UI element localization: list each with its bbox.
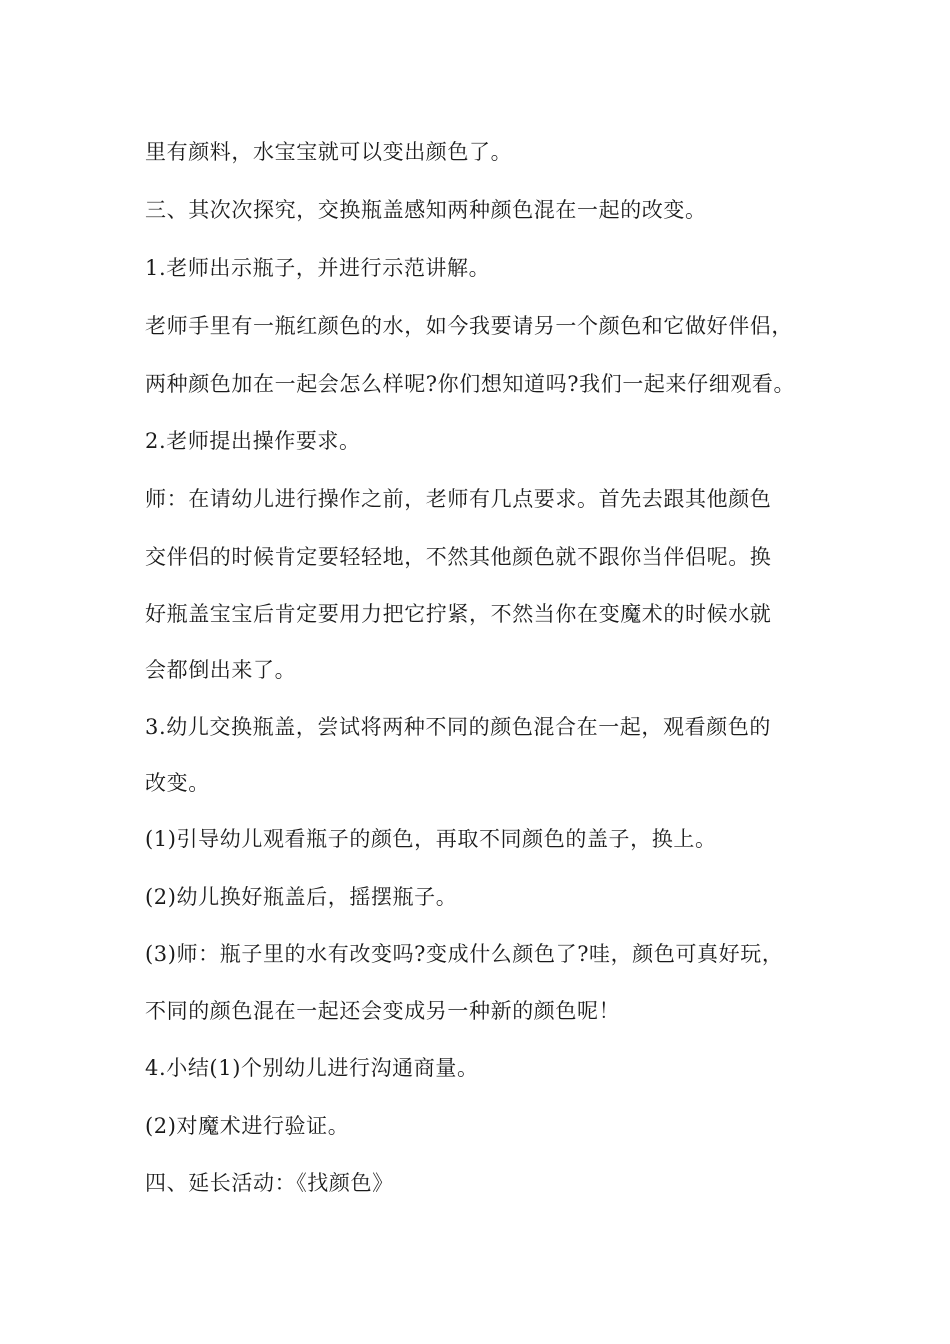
text-line: 两种颜色加在一起会怎么样呢?你们想知道吗?我们一起来仔细观看。 [145, 372, 796, 396]
text-line: 师：在请幼儿进行操作之前，老师有几点要求。首先去跟其他颜色 [145, 487, 772, 511]
text-line: 好瓶盖宝宝后肯定要用力把它拧紧，不然当你在变魔术的时候水就 [145, 602, 772, 626]
sub-step: (1)引导幼儿观看瓶子的颜色，再取不同颜色的盖子，换上。 [145, 827, 717, 851]
text-line: 交伴侣的时候肯定要轻轻地，不然其他颜色就不跟你当伴侣呢。换 [145, 545, 772, 569]
step-heading: 2.老师提出操作要求。 [145, 429, 361, 453]
step-heading: 3.幼儿交换瓶盖，尝试将两种不同的颜色混合在一起，观看颜色的 [145, 715, 772, 739]
section-heading: 三、其次次探究，交换瓶盖感知两种颜色混在一起的改变。 [145, 198, 707, 222]
sub-step: (2)幼儿换好瓶盖后，摇摆瓶子。 [145, 885, 458, 909]
text-line: 老师手里有一瓶红颜色的水，如今我要请另一个颜色和它做好伴侣， [145, 314, 793, 338]
text-line: 里有颜料，水宝宝就可以变出颜色了。 [145, 140, 513, 164]
text-line: 改变。 [145, 771, 210, 795]
sub-step: (3)师：瓶子里的水有改变吗?变成什么颜色了?哇，颜色可真好玩， [145, 942, 784, 966]
sub-step: (2)对魔术进行验证。 [145, 1114, 350, 1138]
text-line: 会都倒出来了。 [145, 658, 297, 682]
step-heading: 4.小结(1)个别幼儿进行沟通商量。 [145, 1056, 479, 1080]
step-heading: 1.老师出示瓶子，并进行示范讲解。 [145, 256, 491, 280]
text-line: 不同的颜色混在一起还会变成另一种新的颜色呢！ [145, 999, 621, 1023]
section-heading: 四、延长活动：《找颜色》 [145, 1171, 394, 1195]
